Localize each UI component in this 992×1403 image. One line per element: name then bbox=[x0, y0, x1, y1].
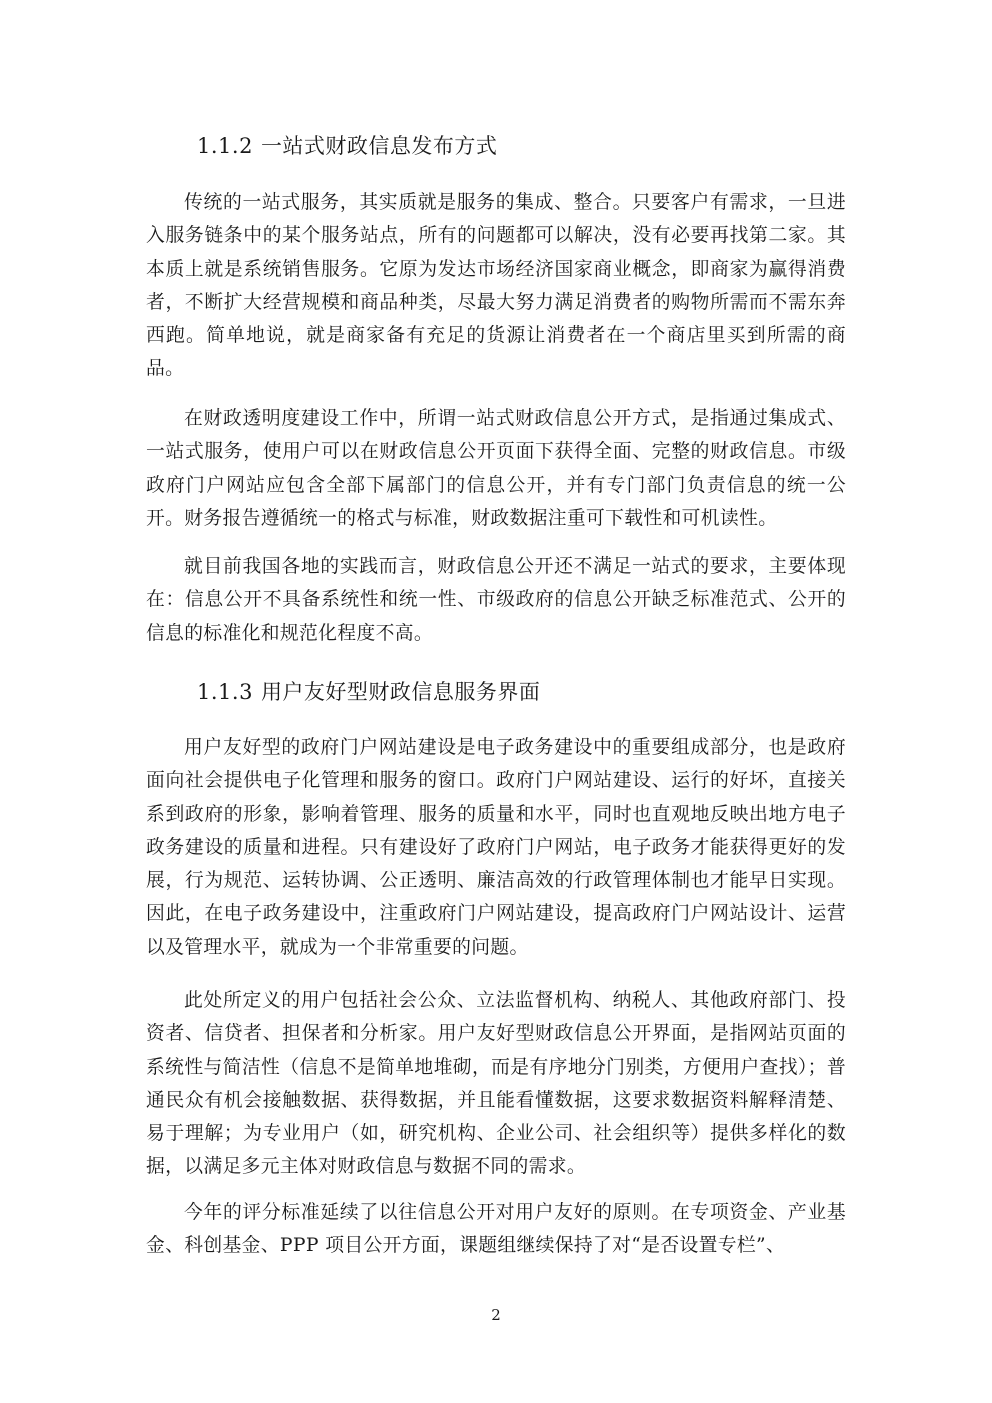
paragraph: 此处所定义的用户包括社会公众、立法监督机构、纳税人、其他政府部门、投资者、信贷者、担保者和分析家。用户友好型财政信息公开界面，是指网站页面的系统性与简洁性（信息不是简单地堆砌，而是有序地分门别类，方便用户查找）；普通民众有机会接触数据、获得数据，并且能看懂数据，这要求数据资料解释清楚、易于理解；为专业用户（如，研究机构、企业公司、社会组织等）提供多样化的数据，以满足多元主体对财政信息与数据不同的需求。 bbox=[146, 990, 846, 1178]
paragraph: 用户友好型的政府门户网站建设是电子政务建设中的重要组成部分，也是政府面向社会提供电子化管理和服务的窗口。政府门户网站建设、运行的好坏，直接关系到政府的形象，影响着管理、服务的质量和水平，同时也直观地反映出地方电子政务建设的质量和进程。只有建设好了政府门户网站，电子政务才能获得更好的发展，行为规范、运转协调、公正透明、廉洁高效的行政管理体制也才能早日实现。因此，在电子政务建设中，注重政府门户网站建设，提高政府门户网站设计、运营以及管理水平，就成为一个非常重要的问题。 bbox=[146, 737, 846, 958]
section-heading-1-1-2 bbox=[197, 132, 497, 160]
section-number: 1.1.2 bbox=[197, 134, 253, 158]
section-number: 1.1.3 bbox=[197, 680, 253, 704]
section-heading-1-1-3 bbox=[197, 678, 540, 706]
paragraph: 今年的评分标准延续了以往信息公开对用户友好的原则。在专项资金、产业基金、科创基金、PPP 项目公开方面，课题组继续保持了对“是否设置专栏”、 bbox=[146, 1202, 846, 1257]
section-title: 用户友好型财政信息服务界面 bbox=[260, 680, 541, 704]
paragraph: 就目前我国各地的实践而言，财政信息公开还不满足一站式的要求，主要体现在：信息公开不具备系统性和统一性、市级政府的信息公开缺乏标准范式、公开的信息的标准化和规范化程度不高。 bbox=[146, 556, 846, 644]
page-number: 2 bbox=[491, 1306, 501, 1324]
paragraph: 在财政透明度建设工作中，所谓一站式财政信息公开方式，是指通过集成式、一站式服务，使用户可以在财政信息公开页面下获得全面、完整的财政信息。市级政府门户网站应包含全部下属部门的信息公开，并有专门部门负责信息的统一公开。财务报告遵循统一的格式与标准，财政数据注重可下载性和可机读性。 bbox=[146, 408, 846, 529]
section-title: 一站式财政信息发布方式 bbox=[260, 134, 498, 158]
paragraph: 传统的一站式服务，其实质就是服务的集成、整合。只要客户有需求，一旦进入服务链条中的某个服务站点，所有的问题都可以解决，没有必要再找第二家。其本质上就是系统销售服务。它原为发达市场经济国家商业概念，即商家为赢得消费者，不断扩大经营规模和商品种类，尽最大努力满足消费者的购物所需而不需东奔西跑。简单地说，就是商家备有充足的货源让消费者在一个商店里买到所需的商品。 bbox=[146, 192, 846, 380]
